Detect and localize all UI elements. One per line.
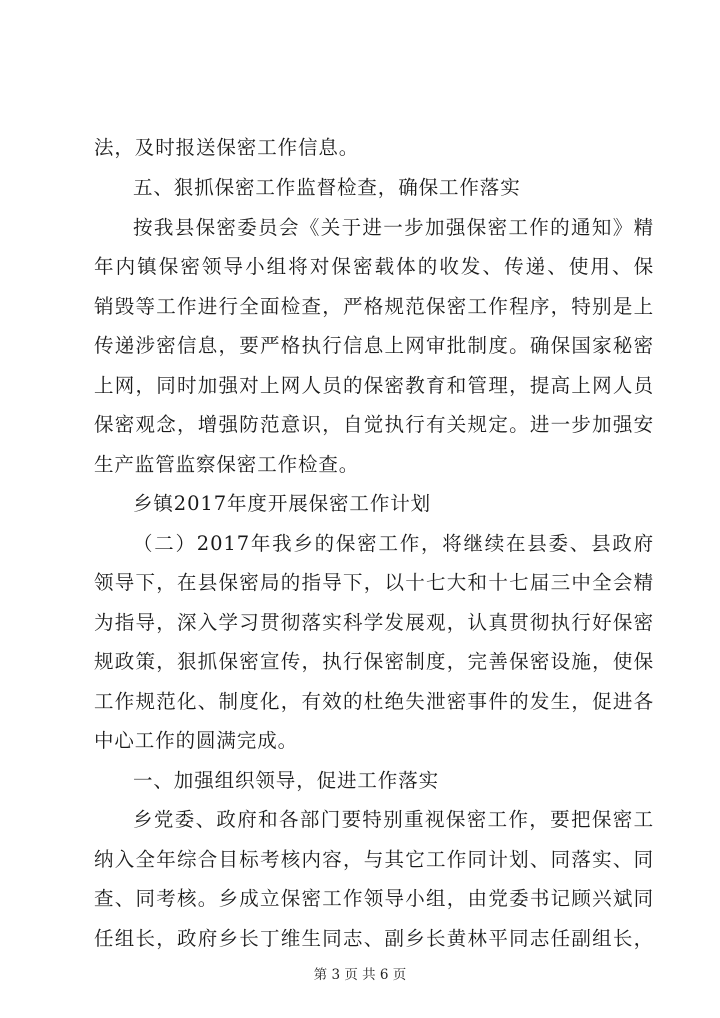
text-line-16: 中心工作的圆满完成。	[94, 729, 299, 752]
text-line-9: 生产监管监察保密工作检查。	[94, 453, 360, 476]
page-number-footer: 第 3 页 共 6 页	[313, 967, 407, 983]
text-line-21: 任组长，政府乡长丁维生同志、副乡长黄林平同志任副组长，	[94, 927, 654, 950]
section-heading-5: 五、狠抓保密工作监督检查，确保工作落实	[133, 176, 521, 199]
text-line-20: 查、同考核。乡成立保密工作领导小组，由党委书记顾兴斌同	[94, 887, 654, 910]
text-line-3: 按我县保密委员会《关于进一步加强保密工作的通知》精	[133, 216, 654, 239]
text-line-12: 领导下，在县保密局的指导下，以十七大和十七届三中全会精	[94, 571, 654, 594]
text-line-14: 规政策，狠抓保密宣传，执行保密制度，完善保密设施，使保	[94, 650, 654, 673]
text-line-4: 年内镇保密领导小组将对保密载体的收发、传递、使用、保	[94, 255, 654, 278]
text-line-7: 上网，同时加强对上网人员的保密教育和管理，提高上网人员	[94, 374, 654, 397]
text-line-11: （二）2017年我乡的保密工作，将继续在县委、县政府	[133, 532, 654, 555]
text-line-19: 纳入全年综合目标考核内容，与其它工作同计划、同落实、同	[94, 848, 654, 871]
text-line-1: 法，及时报送保密工作信息。	[94, 136, 360, 159]
plan-title: 乡镇2017年度开展保密工作计划	[133, 492, 432, 515]
text-line-18: 乡党委、政府和各部门要特别重视保密工作，要把保密工	[133, 808, 654, 831]
text-line-8: 保密观念，增强防范意识，自觉执行有关规定。进一步加强安	[94, 413, 654, 436]
text-line-5: 销毁等工作进行全面检查，严格规范保密工作程序，特别是上	[94, 295, 654, 318]
text-line-6: 传递涉密信息，要严格执行信息上网审批制度。确保国家秘密	[94, 334, 654, 357]
section-heading-1: 一、加强组织领导，促进工作落实	[133, 769, 440, 792]
text-line-13: 为指导，深入学习贯彻落实科学发展观，认真贯彻执行好保密	[94, 611, 654, 634]
text-line-15: 工作规范化、制度化，有效的杜绝失泄密事件的发生，促进各	[94, 690, 654, 713]
